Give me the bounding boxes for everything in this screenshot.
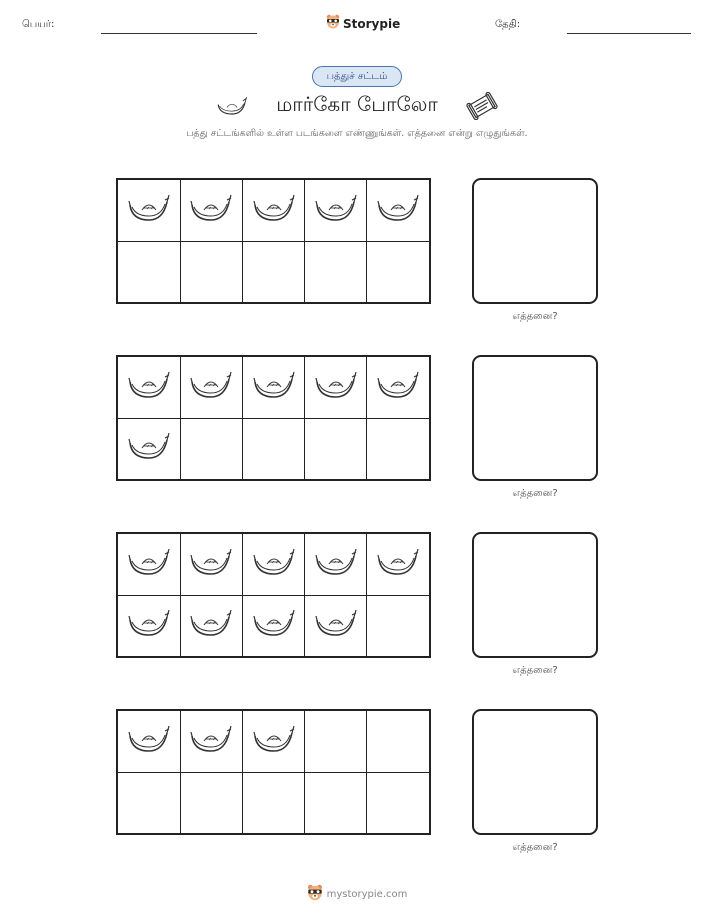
count-prompt: எத்தனை? bbox=[512, 665, 558, 676]
ten-frame-cell bbox=[118, 595, 181, 657]
gondola-icon bbox=[252, 608, 296, 644]
ten-frame-cell bbox=[242, 180, 305, 242]
ten-frame-cell bbox=[118, 180, 181, 242]
date-label: தேதி: bbox=[495, 19, 521, 30]
ten-frame-cell bbox=[367, 711, 430, 773]
gondola-icon bbox=[189, 724, 233, 760]
gondola-icon bbox=[376, 370, 420, 406]
page-title: மார்கோ போலோ bbox=[276, 92, 438, 116]
ten-frame-cell bbox=[180, 241, 243, 303]
ten-frame-cell bbox=[180, 418, 243, 480]
brand-name: Storypie bbox=[343, 16, 401, 31]
ten-frame bbox=[116, 532, 431, 658]
ten-frame-cell bbox=[367, 595, 430, 657]
name-label: பெயர்: bbox=[22, 19, 55, 30]
ten-frame-cell bbox=[118, 772, 181, 834]
gondola-icon bbox=[127, 193, 171, 229]
ten-frame-cell bbox=[305, 180, 368, 242]
footer-url[interactable]: mystorypie.com bbox=[326, 889, 408, 900]
gondola-icon bbox=[127, 370, 171, 406]
ten-frame-cell bbox=[305, 534, 368, 596]
gondola-icon bbox=[252, 370, 296, 406]
ten-frame-cell bbox=[367, 241, 430, 303]
ten-frame-cell bbox=[305, 357, 368, 419]
ten-frame-cell bbox=[367, 357, 430, 419]
gondola-icon bbox=[314, 608, 358, 644]
ten-frame-cell bbox=[305, 595, 368, 657]
gondola-icon bbox=[127, 431, 171, 467]
gondola-icon bbox=[252, 724, 296, 760]
ten-frame-cell bbox=[180, 595, 243, 657]
gondola-icon bbox=[314, 547, 358, 583]
ten-frame-cell bbox=[118, 418, 181, 480]
ten-frame-cell bbox=[118, 357, 181, 419]
ten-frame-cell bbox=[118, 711, 181, 773]
worksheet-tag: பத்துச் சட்டம் bbox=[312, 66, 402, 87]
gondola-icon bbox=[314, 193, 358, 229]
ten-frame-cell bbox=[367, 534, 430, 596]
footer bbox=[0, 884, 714, 905]
map-scroll-icon bbox=[466, 92, 498, 124]
ten-frame-cell bbox=[367, 772, 430, 834]
ten-frame bbox=[116, 355, 431, 481]
ten-frame-cell bbox=[180, 772, 243, 834]
gondola-icon bbox=[189, 608, 233, 644]
gondola-icon bbox=[376, 547, 420, 583]
ten-frame-cell bbox=[305, 711, 368, 773]
name-line[interactable] bbox=[101, 33, 257, 34]
gondola-icon bbox=[189, 547, 233, 583]
count-prompt: எத்தனை? bbox=[512, 842, 558, 853]
ten-frame-cell bbox=[305, 418, 368, 480]
count-prompt: எத்தனை? bbox=[512, 311, 558, 322]
ten-frame-cell bbox=[180, 180, 243, 242]
ten-frame bbox=[116, 178, 431, 304]
bear-mascot-icon bbox=[326, 14, 340, 33]
gondola-icon bbox=[127, 724, 171, 760]
ten-frame-cell bbox=[242, 534, 305, 596]
ten-frame-cell bbox=[367, 418, 430, 480]
ten-frame-cell bbox=[242, 418, 305, 480]
gondola-icon bbox=[127, 547, 171, 583]
ten-frame-cell bbox=[242, 357, 305, 419]
count-prompt: எத்தனை? bbox=[512, 488, 558, 499]
gondola-icon bbox=[189, 193, 233, 229]
ten-frame-cell bbox=[180, 711, 243, 773]
ten-frame-cell bbox=[367, 180, 430, 242]
ten-frame-cell bbox=[305, 772, 368, 834]
gondola-icon bbox=[127, 608, 171, 644]
ten-frame-cell bbox=[242, 241, 305, 303]
answer-box[interactable] bbox=[472, 355, 598, 481]
answer-box[interactable] bbox=[472, 532, 598, 658]
answer-box[interactable] bbox=[472, 709, 598, 835]
date-line[interactable] bbox=[567, 33, 691, 34]
gondola-icon bbox=[252, 547, 296, 583]
gondola-icon bbox=[189, 370, 233, 406]
ten-frame bbox=[116, 709, 431, 835]
ten-frame-cell bbox=[180, 357, 243, 419]
ten-frame-cell bbox=[242, 711, 305, 773]
ten-frame-cell bbox=[242, 772, 305, 834]
ten-frame-cell bbox=[118, 241, 181, 303]
gondola-icon bbox=[314, 370, 358, 406]
ten-frame-cell bbox=[242, 595, 305, 657]
ten-frame-cell bbox=[180, 534, 243, 596]
ten-frame-cell bbox=[118, 534, 181, 596]
bear-mascot-icon bbox=[307, 884, 323, 905]
gondola-icon bbox=[252, 193, 296, 229]
brand-logo bbox=[326, 14, 400, 33]
gondola-icon bbox=[376, 193, 420, 229]
ten-frame-cell bbox=[305, 241, 368, 303]
answer-box[interactable] bbox=[472, 178, 598, 304]
instructions: பத்து சட்டங்களில் உள்ள படங்களை எண்ணுங்கள். எத்தனை என்று எழுதுங்கள். bbox=[186, 128, 528, 139]
